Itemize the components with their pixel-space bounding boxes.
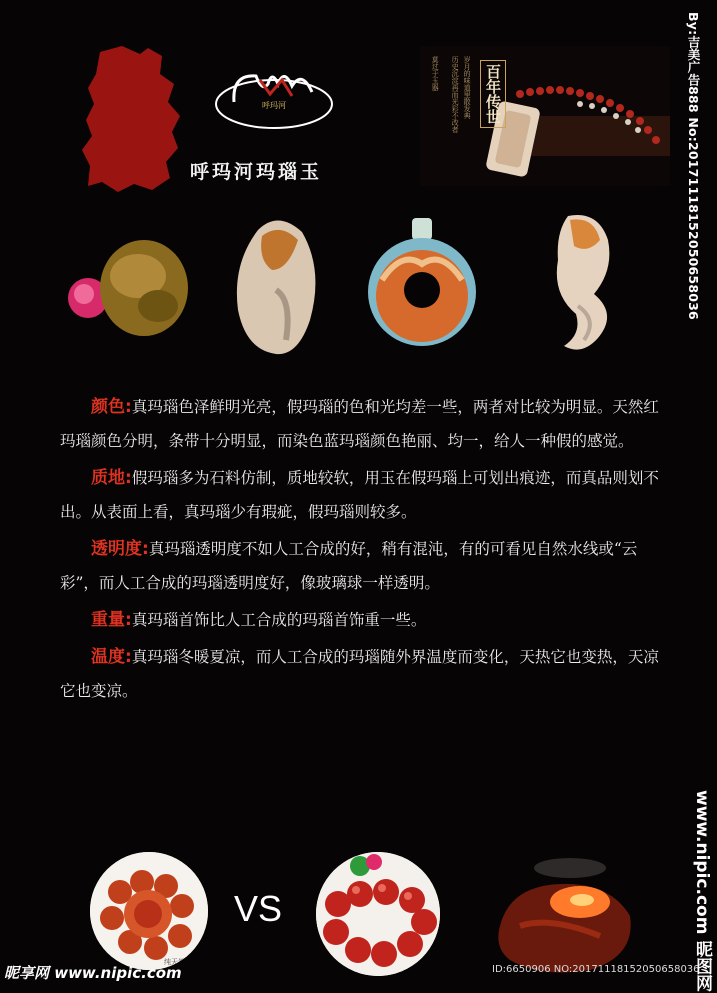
nipic-watermark-bottom-left: 昵享网 www.nipic.com [4, 964, 182, 982]
natural-agate-illustration [90, 852, 208, 970]
agate-carving-image-3 [362, 210, 482, 360]
bracelet-illustration [316, 852, 440, 976]
promo-line-1: 岁月的味道里散发典 [463, 56, 472, 119]
side-watermark: By:吉美广告888 No:20171118152050658036 [686, 12, 701, 320]
section-text: 假玛瑙多为石料仿制，质地较软，用玉在假玛瑙上可划出痕迹，而真品则划不出。从表面上看，真玛瑙少有瑕疵，假玛瑙则较多。 [60, 469, 659, 521]
nipic-watermark-right: www.nipic.com 昵图网 [692, 790, 712, 992]
vs-label: VS [234, 888, 283, 929]
natural-tag: 纯天然 [164, 958, 185, 966]
promo-badge: 百年传世 [480, 60, 506, 128]
red-ink-blob-decoration [82, 44, 182, 194]
section-label: 颜色: [91, 397, 132, 417]
agate-identification-text [60, 390, 670, 711]
section-weight [60, 603, 670, 637]
promo-line-2: 历史沉淀再而光彩不改者 [451, 56, 460, 133]
agate-under-light-image [490, 856, 640, 976]
agate-carving-image-1 [62, 210, 192, 360]
section-label: 透明度: [91, 539, 149, 559]
section-text: 真玛瑙色泽鲜明光亮，假玛瑙的色和光均差一些，两者对比较为明显。天然红玛瑙颜色分明，条带十分明显，而染色蓝玛瑙颜色艳丽、均一，给人一种假的感觉。 [60, 398, 659, 450]
dyed-agate-bracelet-image [316, 852, 440, 976]
image-id-watermark: ID:6650906 NO:20171118152050658036 [492, 964, 700, 975]
agate-carving-image-2 [228, 210, 328, 360]
section-text: 真玛瑙冬暖夏凉，而人工合成的玛瑙随外界温度而变化，天热它也变热，天凉它也变凉。 [60, 648, 659, 700]
section-label: 质地: [91, 468, 132, 488]
logo-text: 呼玛河 [262, 101, 286, 110]
brand-logo [212, 62, 337, 132]
promo-line-3: 莫过于玉器 [431, 56, 440, 91]
brand-title: 呼玛河玛瑙玉 [190, 161, 323, 183]
section-label: 温度: [91, 647, 132, 667]
section-temperature [60, 640, 670, 708]
section-color [60, 390, 670, 458]
natural-agate-image [90, 852, 208, 970]
section-label: 重量: [91, 610, 132, 630]
section-transparency [60, 532, 670, 600]
section-text: 真玛瑙透明度不如人工合成的好，稍有混沌，有的可看见自然水线或“云彩”，而人工合成的玛瑙透明度好，像玻璃球一样透明。 [60, 540, 638, 592]
section-texture [60, 461, 670, 529]
section-text: 真玛瑙首饰比人工合成的玛瑙首饰重一些。 [131, 611, 427, 629]
agate-carving-image-4 [538, 210, 628, 360]
